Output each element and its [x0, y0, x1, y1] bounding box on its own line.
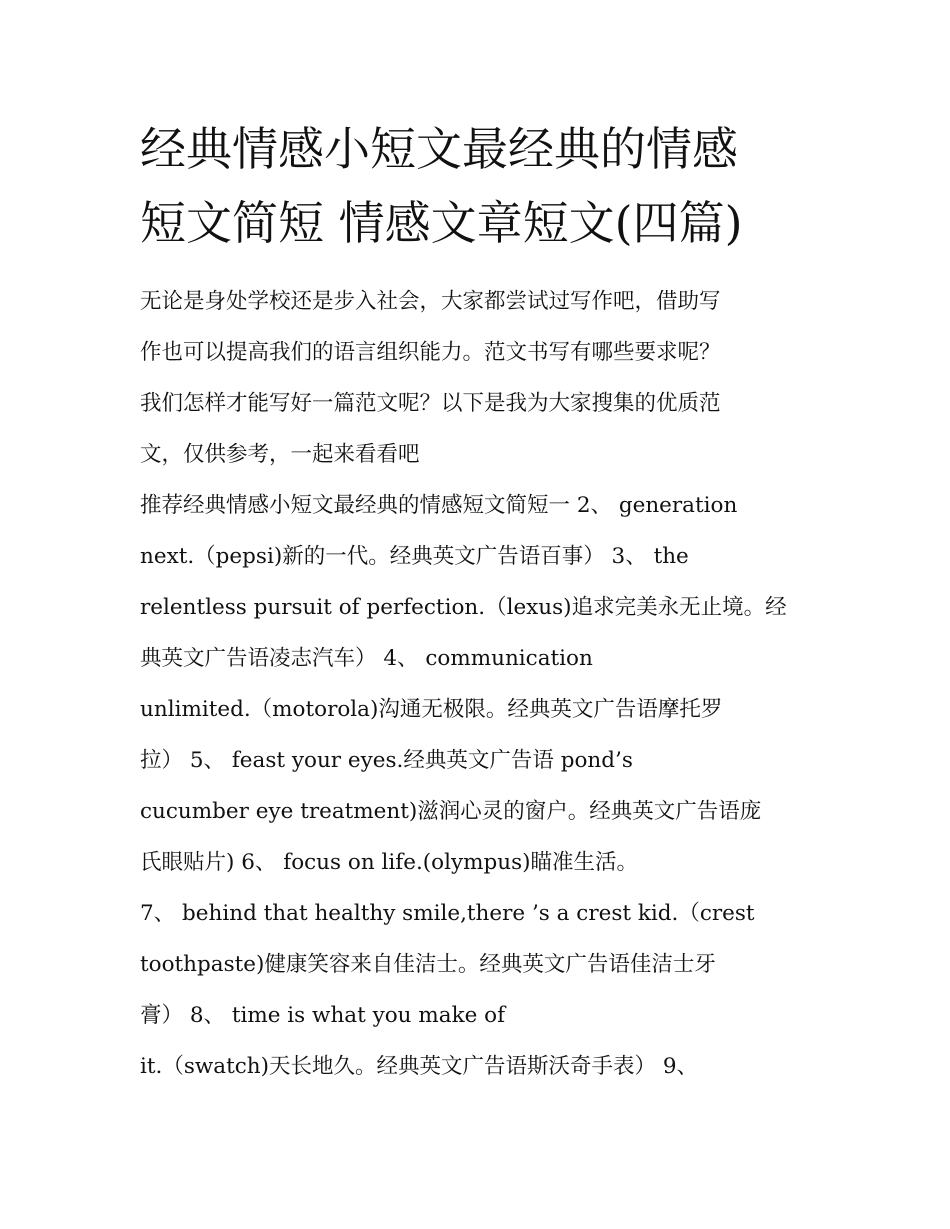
content-line: cucumber eye treatment)滋润心灵的窗户。经典英文广告语庞	[140, 799, 762, 824]
document-title	[140, 112, 820, 260]
title-line: 经典情感小短文最经典的情感	[140, 122, 738, 176]
content-line: 典英文广告语凌志汽车） 4、 communication	[140, 646, 593, 671]
intro-line: 无论是身处学校还是步入社会，大家都尝试过写作吧，借助写	[140, 289, 721, 314]
content-line: unlimited.（motorola)沟通无极限。经典英文广告语摩托罗	[140, 697, 723, 722]
content-line: 拉） 5、 feast your eyes.经典英文广告语 pond’s	[140, 748, 633, 773]
intro-line: 作也可以提高我们的语言组织能力。范文书写有哪些要求呢？	[140, 340, 721, 365]
content-line: 7、 behind that healthy smile,there ’s a crest kid.（crest	[140, 901, 755, 926]
content-line: 氏眼贴片) 6、 focus on life.(olympus)瞄准生活。	[140, 850, 639, 875]
content-line: it.（swatch)天长地久。经典英文广告语斯沃奇手表） 9、	[140, 1054, 699, 1079]
content-line: toothpaste)健康笑容来自佳洁士。经典英文广告语佳洁士牙	[140, 952, 716, 977]
content-line: 膏） 8、 time is what you make of	[140, 1003, 506, 1028]
title-line: 短文简短 情感文章短文(四篇)	[140, 196, 743, 250]
content-line: relentless pursuit of perfection.（lexus)追求完美永无止境。经	[140, 595, 787, 620]
document-body	[140, 276, 830, 1092]
intro-line: 我们怎样才能写好一篇范文呢？以下是我为大家搜集的优质范	[140, 391, 721, 416]
content-line: 推荐经典情感小短文最经典的情感短文简短一 2、 generation	[140, 493, 738, 518]
intro-line: 文，仅供参考，一起来看看吧	[140, 442, 420, 467]
content-line: next.（pepsi)新的一代。经典英文广告语百事） 3、 the	[140, 544, 689, 569]
